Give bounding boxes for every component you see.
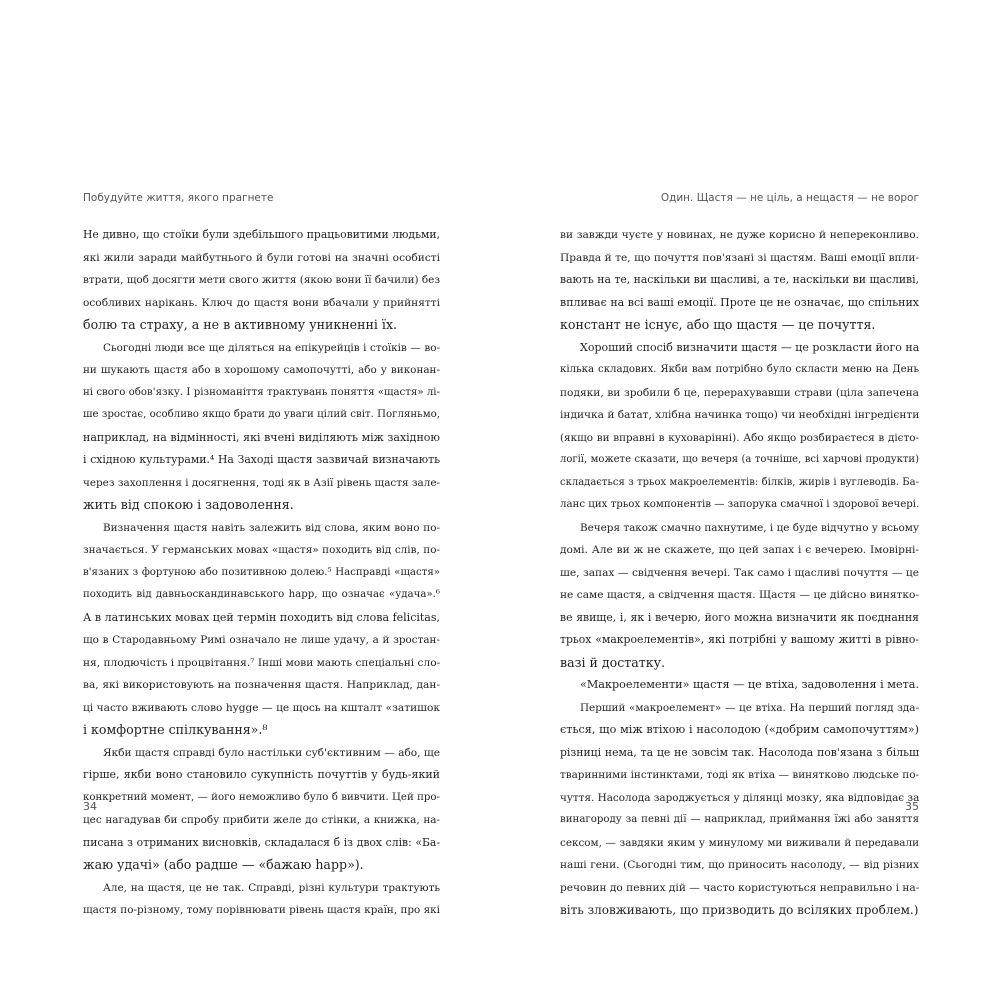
text-line: ня, плодючість і процвітання.⁷ Інші мови мають спеціальні сло-: [83, 656, 441, 669]
text-line: кілька складових. Якби вам потрібно було скласти меню на День: [560, 364, 919, 375]
left-body-text: [83, 224, 440, 922]
text-line: логії, можете сказати, що вечеря (а точніше, всі харчові продукти): [560, 454, 919, 465]
text-line: Правда й те, що почуття пов'язані зі щастям. Ваші емоції впли-: [560, 251, 919, 264]
text-line: Але, на щастя, це не так. Справді, різні культури трактують: [103, 881, 440, 894]
text-line: особливих нарікань. Ключ до щастя вони вбачали у прийнятті: [83, 296, 440, 309]
text-line: не саме щастя, а свідчення щастя. Щастя — це дійсно винятко-: [560, 589, 919, 601]
text-line: ва, які використовують на позначення щастя. Наприклад, дан-: [83, 679, 440, 691]
text-line: Якби щастя справді було настільки суб'єктивним — або, ще: [103, 746, 441, 759]
right-page: [560, 0, 919, 1000]
text-line: вають на те, наскільки ви щасливі, а те, наскільки ви щасливі,: [560, 273, 919, 286]
text-line: Визначення щастя навіть залежить від слова, яким воно по-: [103, 521, 440, 534]
text-line: і комфортне спілкування».⁸: [83, 722, 268, 737]
text-line: подяки, ви зробили б це, перерахувавши страви (ціла запечена: [560, 386, 919, 399]
text-line: (якщо ви вправні в куховарінні). Або якщо розбираєтеся в дієто-: [560, 431, 919, 444]
text-line: різниці нема, та це не зовсім так. Насолода пов'язана з більш: [560, 745, 919, 759]
text-line: трьох «макроелементів», які потрібні у вашому житті в рівно-: [560, 633, 919, 646]
text-line: Не дивно, що стоїки були здебільшого працьовитими людьми,: [83, 228, 440, 241]
text-line: винагороду за певні дії — наприклад, приймання їжі або заняття: [560, 814, 919, 825]
text-line: речовин до певних дій — часто користуються неправильно і на-: [560, 881, 920, 894]
text-line: втрати, щоб досягти мети свого життя (якою вони її бачили) без: [83, 274, 440, 286]
text-line: Сьогодні люди все ще діляться на епікурейців і стоїків — во-: [103, 341, 440, 354]
text-line: «Макроелементи» щастя — це втіха, задоволення і мета.: [580, 678, 920, 691]
running-head-right: Один. Щастя — не ціль, а нещастя — не ворог: [660, 192, 919, 204]
text-line: які жили заради майбутнього й були готові на значні особисті: [83, 251, 440, 264]
text-line: віть зловживають, що призводить до всіляких проблем.): [560, 903, 919, 917]
text-line: ці часто вживають слово hygge — це щось на кшталт «затишок: [83, 701, 440, 714]
text-line: домі. Але ви ж не скажете, що цей запах і є вечерею. Імовірні-: [560, 544, 919, 556]
text-line: Перший «макроелемент» — це втіха. На перший погляд зда-: [580, 701, 919, 714]
text-line: писана з отриманих висновків, складалася б із двох слів: «Ба-: [83, 835, 440, 849]
text-line: гірше, якби воно становило сукупність почуттів у будь-який: [83, 768, 440, 781]
text-line: ше зростає, особливо якщо брати до уваги цілий світ. Погляньмо,: [83, 409, 440, 420]
text-line: Хороший спосіб визначити щастя — це розкласти його на: [580, 340, 920, 354]
text-line: щастя по-різному, тому порівнювати рівень щастя країн, про які: [83, 904, 440, 916]
text-line: сексом, — завдяки яким у минулому ми виживали й передавали: [560, 836, 919, 849]
text-line: ється, що між втіхою і насолодою («добрим самопочуттям»): [560, 723, 919, 736]
page-number-left: 34: [83, 800, 97, 813]
text-line: що в Стародавньому Римі означало не лише удачу, а й зростан-: [83, 634, 440, 646]
page-number-right: 35: [905, 800, 919, 813]
text-line: жить від спокою і задоволення.: [83, 497, 294, 512]
text-line: вазі й достатку.: [560, 654, 666, 670]
text-line: А в латинських мовах цей термін походить від слова felicitas,: [83, 610, 440, 624]
text-line: ланс цих трьох компонентів — запорука смачної і здорової вечері.: [560, 499, 920, 510]
text-line: ве явище, і, як і вечерю, його можна визначити як поєднання: [560, 610, 919, 624]
text-line: ні свого обов'язку. І різноманіття трактувань поняття «щастя» лі-: [83, 386, 440, 398]
text-line: в'язаних з фортуною або позитивною долею.⁵ Насправді «щастя»: [83, 566, 440, 578]
text-line: чуття. Насолода зароджується у ділянці мозку, яка відповідає за: [560, 791, 920, 804]
text-line: констант не існує, або що щастя — це почуття.: [560, 317, 876, 332]
text-line: впливає на всі ваші емоції. Проте це не означає, що спільних: [560, 295, 919, 309]
text-line: індичка й батат, хлібна начинка тощо) чи необхідні інгредієнти: [560, 409, 920, 421]
text-line: цес нагадував би спробу прибити желе до стінки, а книжка, на-: [83, 814, 440, 826]
running-head-left: Побудуйте життя, якого прагнете: [83, 192, 274, 204]
text-line: Вечеря також смачно пахнутиме, і це буде відчутно у всьому: [580, 521, 919, 534]
text-line: ви завжди чуєте у новинах, не дуже корисно й непереконливо.: [560, 229, 919, 241]
text-line: тваринними інстинктами, тоді як втіха — винятково людське по-: [560, 769, 919, 781]
text-line: конкретний момент, — його неможливо було б вивчити. Цей про-: [83, 791, 440, 803]
text-line: болю та страху, а не в активному уникненні їх.: [83, 317, 398, 332]
text-line: походить від давньоскандинавського happ, що означає «удача».⁶: [83, 589, 440, 600]
text-line: наприклад, на відмінності, які вчені виділяють між західною: [83, 430, 440, 444]
text-line: ни шукають щастя або в хорошому самопочутті, або у виконан-: [83, 364, 440, 376]
text-line: складається з трьох макроелементів: білків, жирів і вуглеводів. Ба-: [560, 476, 919, 488]
text-line: і східною культурами.⁴ На Заході щастя зазвичай визначають: [83, 453, 440, 466]
text-line: значається. У германських мовах «щастя» походить від слів, по-: [83, 544, 440, 556]
text-line: наші гени. (Сьогодні тим, що приносить насолоду, — від різних: [560, 859, 919, 871]
left-page: [83, 0, 440, 1000]
text-line: жаю удачі» (або радше — «бажаю happ»).: [83, 857, 364, 872]
text-line: через захоплення і досягнення, тоді як в Азії рівень щастя зале-: [83, 476, 440, 489]
text-line: ше, запах — свідчення вечері. Так само і щасливі почуття — це: [560, 566, 919, 579]
right-body-text: [560, 224, 919, 922]
